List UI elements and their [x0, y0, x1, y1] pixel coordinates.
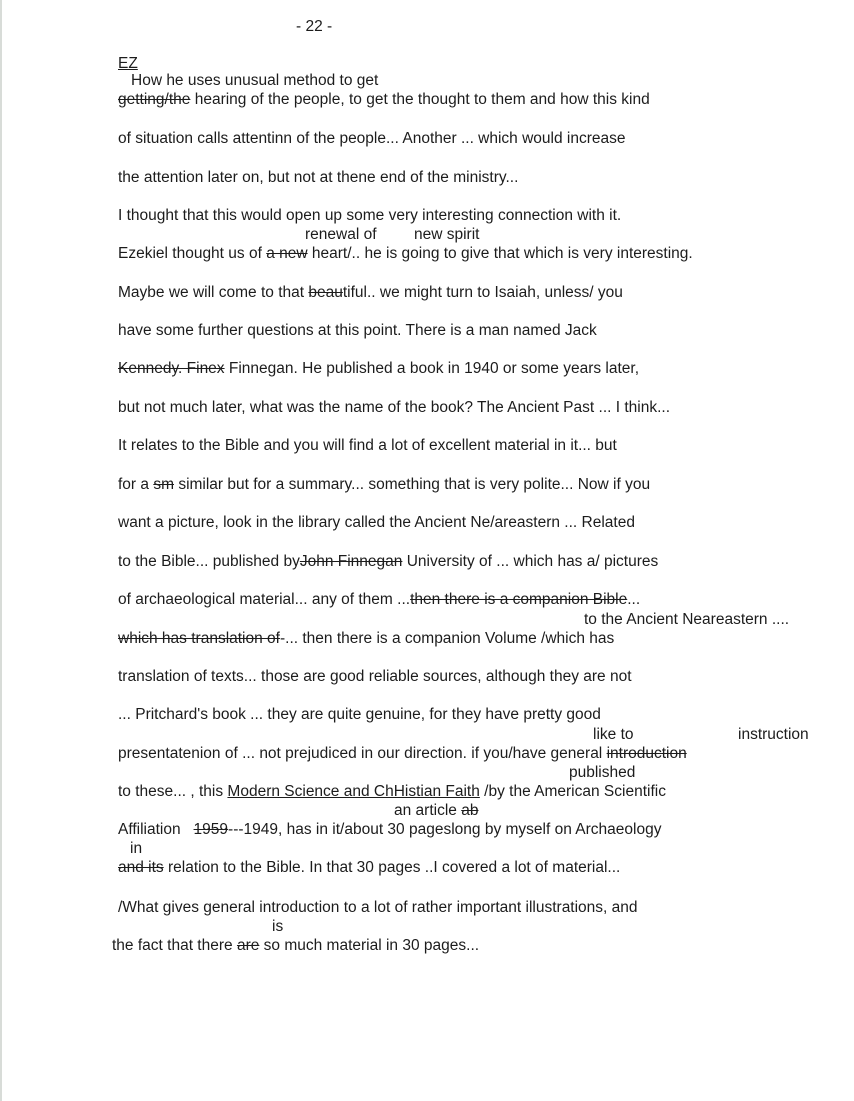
struck-text: getting/the [118, 91, 191, 108]
line-text: /by the American Scientific [484, 783, 666, 800]
struck-text: sm [153, 476, 174, 493]
struck-text: beau [308, 284, 343, 301]
struck-text: ab [461, 802, 479, 819]
transcript-line: /What gives general introduction to a lot of rather important illustrations, and [118, 899, 638, 916]
struck-text: 1959 [193, 821, 229, 838]
line-text: tiful.. we might turn to Isaiah, unless/ you [342, 284, 623, 301]
interlinear-insertion: like to [593, 726, 634, 743]
interlinear-insertion: instruction [738, 726, 809, 743]
line-text: ... [627, 591, 641, 608]
line-text: heart/.. he is going to give that which is very interesting. [311, 245, 693, 262]
interlinear-insertion: renewal of [305, 226, 377, 243]
line-text: Finnegan. He published a book in 1940 or some years later, [228, 360, 640, 377]
transcript-line [118, 783, 666, 801]
interlinear-insertion: new spirit [414, 226, 480, 243]
transcript-line [118, 630, 614, 648]
transcript-line: but not much later, what was the name of the book? The Ancient Past ... I think... [118, 399, 671, 416]
line-text: hearing of the people, to get the thought to them and how this kind [194, 91, 650, 108]
line-text: -... then there is a companion Volume /which has [279, 630, 615, 647]
transcript-line [112, 937, 479, 955]
transcript-line: have some further questions at this point. There is a man named Jack [118, 322, 597, 339]
line-text: ---1949, has in it/about 30 pageslong by myself on Archaeology [228, 821, 662, 838]
line-text: for a [118, 476, 150, 493]
transcript-line [118, 859, 620, 877]
transcript-line [118, 745, 687, 763]
struck-text: Kennedy. Finex [118, 360, 225, 377]
line-text: relation to the Bible. In that 30 pages ..I covered a lot of material... [167, 859, 621, 876]
section-tag: EZ [118, 55, 138, 72]
interlinear-insertion: to the Ancient Neareastern .... [584, 611, 790, 628]
transcript-line: It relates to the Bible and you will find a lot of excellent material in it... but [118, 437, 617, 454]
transcript-line: I thought that this would open up some very interesting connection with it. [118, 207, 622, 224]
line-text: so much material in 30 pages... [263, 937, 480, 954]
transcript-line [118, 553, 658, 571]
interlinear-insertion: published [569, 764, 636, 781]
line-text: the fact that there [112, 937, 233, 954]
line-text: Affiliation [118, 821, 181, 838]
transcript-line: ... Pritchard's book ... they are quite genuine, for they have pretty good [118, 706, 601, 723]
line-text: of archaeological material... any of them ... [118, 591, 411, 608]
transcript-line [118, 91, 650, 109]
interlinear-insertion: in [130, 840, 143, 857]
insertion-text: an article [394, 802, 457, 819]
transcript-line [118, 360, 639, 378]
transcript-line: the attention later on, but not at thene end of the ministry... [118, 169, 519, 186]
transcript-line [118, 284, 623, 302]
transcript-line [118, 476, 650, 494]
struck-text: then there is a companion Bible [410, 591, 628, 608]
struck-text: John Finnegan [299, 553, 403, 570]
line-text: to the Bible... published by [118, 553, 300, 570]
transcript-line [118, 821, 661, 839]
line-text: presentatenion of ... not prejudiced in our direction. if you/have general [118, 745, 603, 762]
transcript-line [118, 245, 693, 263]
page-number: - 22 - [296, 18, 333, 35]
line-text: similar but for a summary... something that is very polite... Now if you [178, 476, 651, 493]
struck-text: which has translation of [118, 630, 280, 647]
line-text: University of ... which has a/ pictures [406, 553, 659, 570]
struck-text: are [236, 937, 260, 954]
struck-text: a new [266, 245, 308, 262]
transcript-line: want a picture, look in the library called the Ancient Ne/areastern ... Related [118, 514, 635, 531]
struck-text: and its [118, 859, 164, 876]
interlinear-insertion [394, 802, 478, 820]
line-text: Maybe we will come to that [118, 284, 305, 301]
transcript-line: translation of texts... those are good reliable sources, although they are not [118, 668, 632, 685]
struck-text: introduction [606, 745, 687, 762]
transcript-line: of situation calls attentinn of the people... Another ... which would increase [118, 130, 626, 147]
line-text: Ezekiel thought us of [118, 245, 262, 262]
interlinear-insertion: is [272, 918, 284, 935]
page-left-edge [0, 0, 2, 1101]
book-title: Modern Science and ChHistian Faith [227, 783, 480, 800]
transcript-line [118, 591, 640, 609]
line-text: to these... , this [118, 783, 224, 800]
interlinear-insertion: How he uses unusual method to get [131, 72, 379, 89]
